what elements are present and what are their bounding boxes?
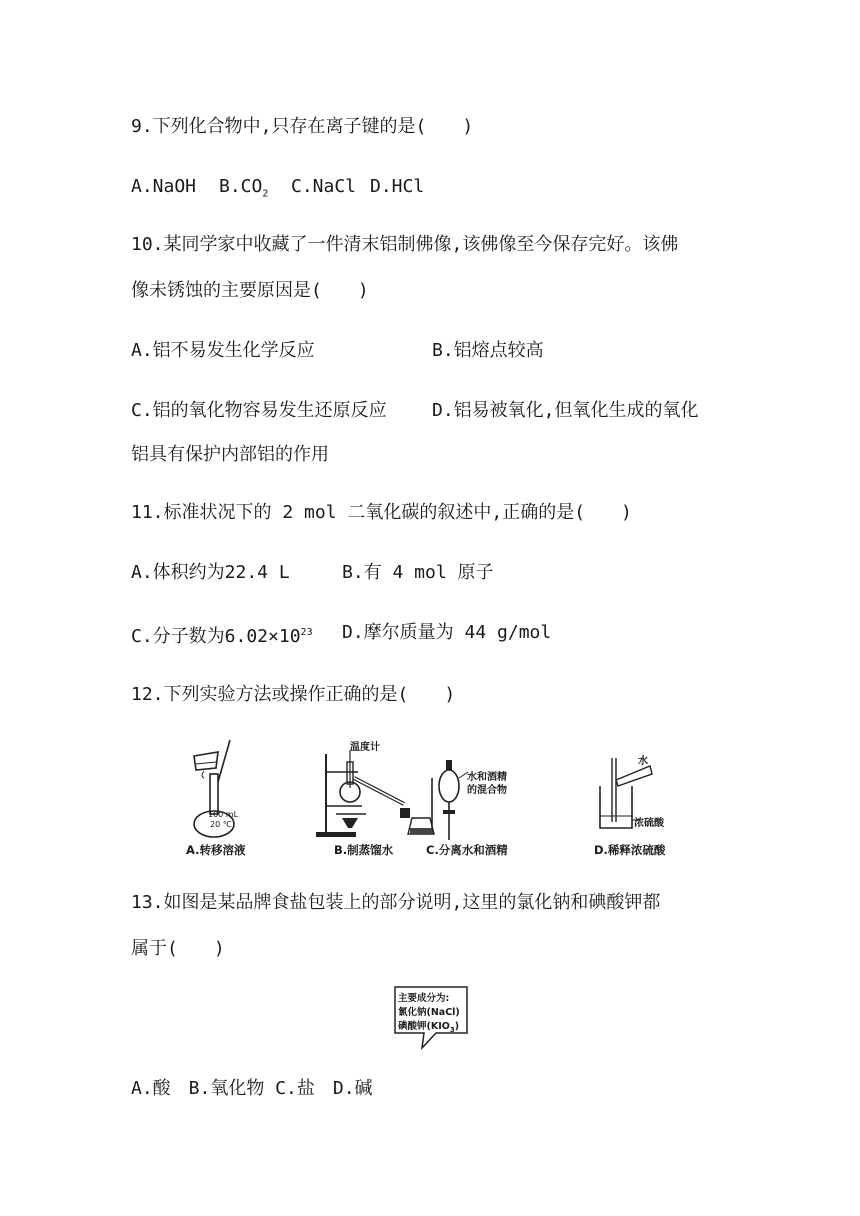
question-9-stem: 9.下列化合物中,只存在离子键的是( ) (131, 116, 474, 137)
q11-option-a: A.体积约为22.4 L (131, 562, 290, 583)
q10-option-d-line2: 铝具有保护内部铝的作用 (131, 444, 329, 465)
question-11-stem: 11.标准状况下的 2 mol 二氧化碳的叙述中,正确的是( ) (131, 502, 632, 523)
q10-option-a: A.铝不易发生化学反应 (131, 340, 315, 361)
question-13-options: A.酸 B.氧化物 C.盐 D.碱 (131, 1078, 373, 1099)
question-13-stem-line1: 13.如图是某品牌食盐包装上的部分说明,这里的氯化钠和碘酸钾都 (131, 892, 661, 913)
figure-c-label1: 水和酒精 (467, 772, 507, 783)
q9-option-d: D.HCl (370, 176, 425, 197)
question-10-stem-line1: 10.某同学家中收藏了一件清末铝制佛像,该佛像至今保存完好。该佛 (131, 234, 679, 255)
figure-c-label2: 的混合物 (467, 785, 507, 796)
q11-option-b: B.有 4 mol 原子 (342, 562, 494, 583)
q10-option-b: B.铝熔点较高 (432, 340, 544, 361)
salt-label-line3: 碘酸钾$(KIO_3)$ (398, 1021, 460, 1034)
salt-label-line2: 氯化钠(NaCl) (398, 1007, 460, 1018)
figure-c-separatory-funnel (432, 758, 472, 842)
question-13-stem-line2: 属于( ) (131, 938, 225, 959)
figure-a-flask-label2: 20 ℃ (210, 820, 232, 829)
figure-a-caption: A.转移溶液 (186, 843, 246, 857)
question-10-stem-line2: 像未锈蚀的主要原因是( ) (131, 280, 369, 301)
figure-a-flask-label1: 100 mL (208, 810, 239, 819)
salt-label-line1: 主要成分为: (398, 993, 450, 1004)
figure-c-caption: C.分离水和酒精 (426, 843, 508, 857)
figure-b-distillation (312, 748, 442, 840)
question-12-stem: 12.下列实验方法或操作正确的是( ) (131, 684, 456, 705)
figure-d-caption: D.稀释浓硫酸 (594, 843, 666, 857)
q11-option-c: C.分子数为$6.02\times 10^{23}$ (131, 626, 313, 647)
q10-option-c: C.铝的氧化物容易发生还原反应 (131, 400, 387, 421)
figure-d-label-acid: 浓硫酸 (634, 818, 664, 829)
figure-d-label-water: 水 (638, 756, 648, 767)
figure-b-caption: B.制蒸馏水 (334, 843, 394, 857)
q11-option-d: D.摩尔质量为 44 g/mol (342, 622, 552, 643)
figure-b-label-thermometer: 温度计 (350, 742, 380, 753)
q9-option-c: C.NaCl (291, 176, 357, 197)
q9-option-b: $B.CO_2$ (219, 176, 269, 200)
q9-option-a: A.NaOH (131, 176, 197, 197)
q10-option-d-line1: D.铝易被氧化,但氧化生成的氧化 (432, 400, 699, 421)
